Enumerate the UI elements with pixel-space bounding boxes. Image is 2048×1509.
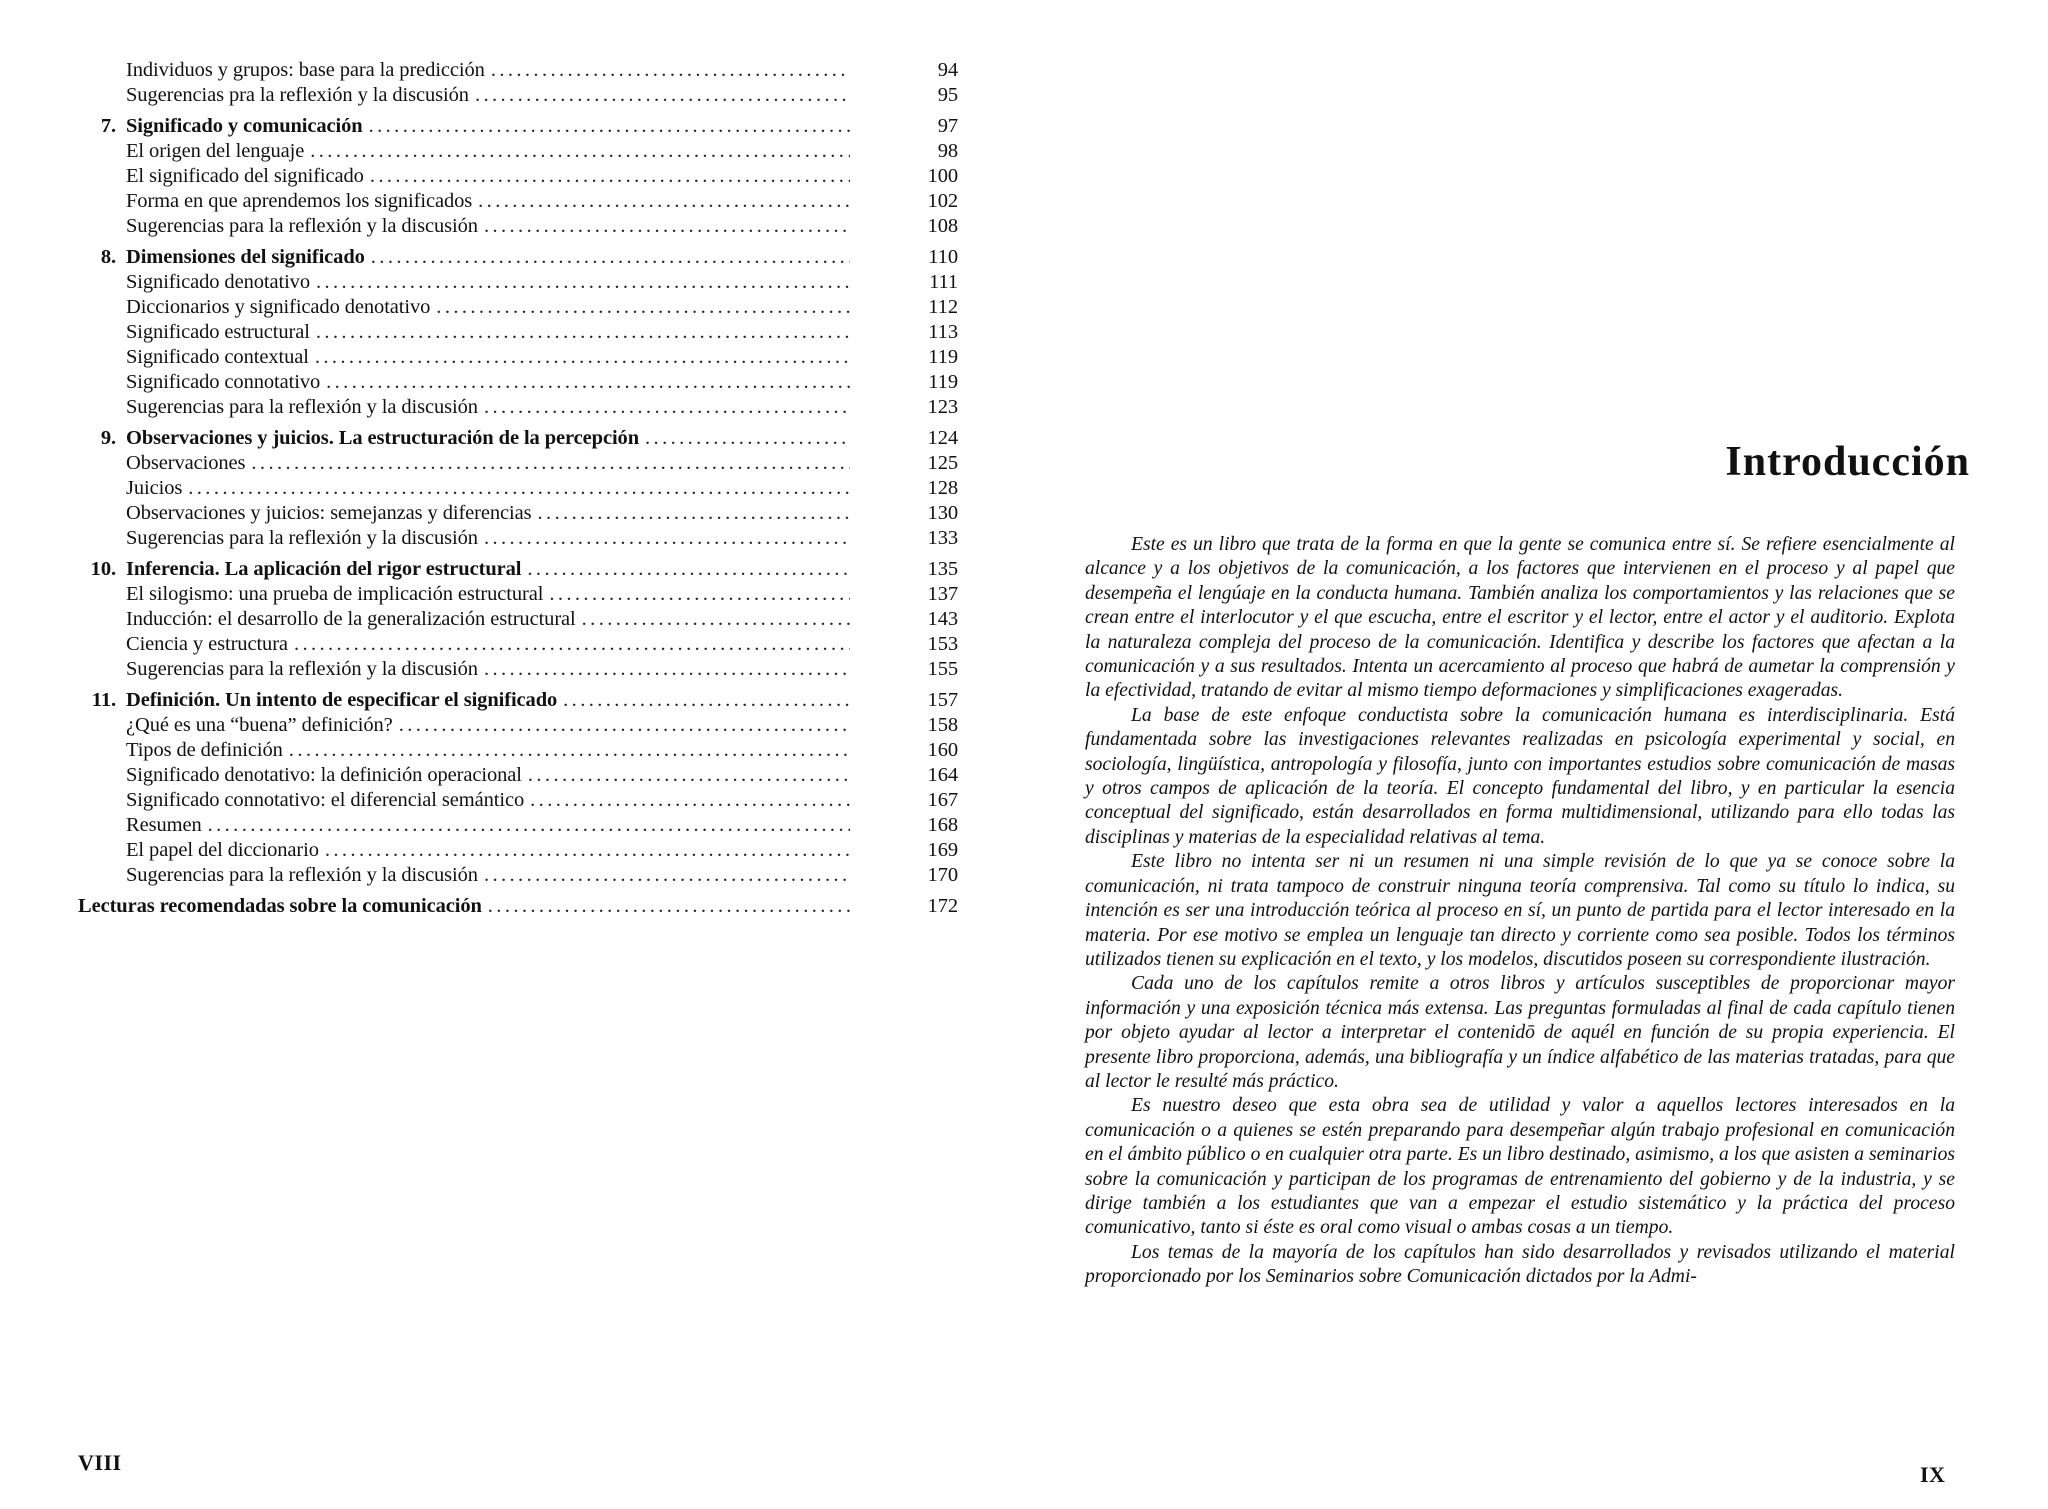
toc-page-number: 100 xyxy=(927,165,958,187)
toc-entry-row xyxy=(78,657,958,682)
toc-page-number: 170 xyxy=(927,864,958,886)
toc-entry-title: Significado y comunicación xyxy=(126,115,363,137)
toc-entry-title: ¿Qué es una “buena” definición? xyxy=(126,714,393,736)
dot-leader xyxy=(208,813,850,838)
toc-root-entry xyxy=(78,894,958,919)
dot-leader xyxy=(316,270,850,295)
toc-page-number: 135 xyxy=(927,558,958,580)
toc-entry-title: Dimensiones del significado xyxy=(126,246,365,268)
toc-entry-title: Observaciones y juicios. La estructuración de la percepción xyxy=(126,427,640,449)
toc-page-number: 160 xyxy=(927,739,958,761)
toc-entry-title: Individuos y grupos: base para la predicción xyxy=(126,59,485,81)
dot-leader xyxy=(478,189,850,214)
toc-entry-row xyxy=(78,738,958,763)
dot-leader xyxy=(251,451,850,476)
dot-leader xyxy=(369,114,850,139)
dot-leader xyxy=(549,582,850,607)
toc-page-number: 125 xyxy=(927,452,958,474)
toc-page-number: 102 xyxy=(927,190,958,212)
toc-page-number: 167 xyxy=(927,789,958,811)
toc-entry-title: Significado contextual xyxy=(126,346,309,368)
toc-entry-row xyxy=(78,270,958,295)
dot-leader xyxy=(528,763,850,788)
dot-leader xyxy=(484,526,850,551)
dot-leader xyxy=(538,501,850,526)
toc-entry-row xyxy=(78,451,958,476)
toc-page-number: 124 xyxy=(927,427,958,449)
toc-page-number: 143 xyxy=(927,608,958,630)
dot-leader xyxy=(645,426,850,451)
toc-chapter-row xyxy=(78,426,958,451)
dot-leader xyxy=(530,788,850,813)
toc-entry-title: Significado denotativo xyxy=(126,271,310,293)
toc-section xyxy=(78,245,958,420)
dot-leader xyxy=(484,214,850,239)
toc-chapter-row xyxy=(78,245,958,270)
toc-page-number: 119 xyxy=(928,371,958,393)
dot-leader xyxy=(475,83,850,108)
toc-entry-title: Tipos de definición xyxy=(126,739,283,761)
dot-leader xyxy=(289,738,850,763)
introduction-paragraph: La base de este enfoque conductista sobre la comunicación humana es interdisciplinaria. Está fundamentada sobre las investigaciones relevantes realizadas en psicología experimental y social, en sociología, lingüística, antropología y filosofía, junto con importantes estudios sobre comunicación de masas y otros campos de aplicación de la teoría. El concepto fundamental del libro, y en particular la esencia conceptual del significado, están desarrollados en forma multidimensional, utilizando para ello todas las disciplinas y materias de la especialidad relativas al tema. xyxy=(1085,704,1955,848)
toc-chapter-row xyxy=(78,688,958,713)
introduction-heading: Introducción xyxy=(1725,439,1970,485)
toc-page-number: 133 xyxy=(927,527,958,549)
toc-page-number: 130 xyxy=(927,502,958,524)
toc-entry-row xyxy=(78,395,958,420)
toc-entry-title: Inferencia. La aplicación del rigor estructural xyxy=(126,558,522,580)
toc-entry-title: Significado connotativo xyxy=(126,371,321,393)
toc-chapter-row xyxy=(78,114,958,139)
toc-page-number: 95 xyxy=(937,84,958,106)
toc-section xyxy=(78,58,958,108)
toc-entry-row xyxy=(78,295,958,320)
dot-leader xyxy=(294,632,850,657)
dot-leader xyxy=(325,838,850,863)
toc-entry-title: Sugerencias para la reflexión y la discusión xyxy=(126,658,478,680)
toc-page-number: 137 xyxy=(927,583,958,605)
dot-leader xyxy=(582,607,850,632)
toc-page-number: 153 xyxy=(927,633,958,655)
toc-entry-row xyxy=(78,476,958,501)
table-of-contents xyxy=(78,58,958,919)
toc-page-number: 155 xyxy=(927,658,958,680)
toc-entry-row xyxy=(78,713,958,738)
toc-entry-row xyxy=(78,788,958,813)
dot-leader xyxy=(436,295,850,320)
toc-page-number: 94 xyxy=(937,59,958,81)
toc-section xyxy=(78,426,958,551)
dot-leader xyxy=(399,713,850,738)
dot-leader xyxy=(491,58,850,83)
dot-leader xyxy=(310,139,850,164)
toc-entry-row xyxy=(78,189,958,214)
toc-entry-title: Juicios xyxy=(126,477,183,499)
toc-entry-title: Sugerencias para la reflexión y la discusión xyxy=(126,864,478,886)
toc-entry-title: Observaciones y juicios: semejanzas y diferencias xyxy=(126,502,532,524)
toc-entry-row xyxy=(78,214,958,239)
dot-leader xyxy=(188,476,850,501)
introduction-paragraph: Este es un libro que trata de la forma en que la gente se comunica entre sí. Se refiere esencialmente al alcance y a los objetivos de la comunicación, a los factores que intervienen en el proceso y al papel que desempeña el lengúaje en la conducta humana. También analiza los comportamientos y las relaciones que se crean entre el interlocutor y el que escucha, entre el escritor y el lector, entre el actor y el auditorio. Explota la naturaleza compleja del proceso de la comunicación. Identifica y describe los factores que afectan a la comunicación y a sus resultados. Intenta un acercamiento al proceso que habrá de aumetar la comprensión y la efectividad, tratando de evitar al mismo tiempo deformaciones y simplificaciones exageradas. xyxy=(1085,534,1955,702)
toc-page-number: 112 xyxy=(928,296,958,318)
toc-entry-row xyxy=(78,501,958,526)
chapter-number: 11. xyxy=(91,689,116,711)
dot-leader xyxy=(484,863,850,888)
toc-page-number: 119 xyxy=(928,346,958,368)
toc-page-number: 97 xyxy=(937,115,958,137)
toc-entry-title: Diccionarios y significado denotativo xyxy=(126,296,431,318)
page-number-left: VIII xyxy=(78,1450,122,1475)
toc-page-number: 110 xyxy=(928,246,958,268)
toc-entry-title: Observaciones xyxy=(126,452,246,474)
introduction-paragraph: Cada uno de los capítulos remite a otros libros y artículos susceptibles de proporcionar mayor información y una exposición técnica más extensa. Las preguntas formuladas al final de cada capítulo tienen por objeto ayudar al lector a interpretar el contenidō de aquél en función de su propia experiencia. El presente libro proporciona, además, una bibliografía y un índice alfabético de las materias tratadas, para que al lector le resulté más práctico. xyxy=(1085,973,1955,1092)
dot-leader xyxy=(563,688,850,713)
toc-section xyxy=(78,688,958,888)
dot-leader xyxy=(370,164,850,189)
toc-entry-title: El origen del lenguaje xyxy=(126,140,305,162)
toc-entry-row xyxy=(78,83,958,108)
introduction-paragraph: Es nuestro deseo que esta obra sea de utilidad y valor a aquellos lectores interesados en la comunicación o a quienes se estén preparando para desempeñar algún trabajo profesional en comunicación en el ámbito público o en cualquier otra parte. Es un libro destinado, asimismo, a los que asisten a seminarios sobre la comunicación y participan de los programas de entrenamiento del gobierno y de la industria, y se dirige también a los estudiantes que van a empezar el estudio sistemático y la práctica del proceso comunicativo, tanto si éste es oral como visual o ambas cosas a un tiempo. xyxy=(1085,1095,1955,1239)
introduction-body xyxy=(1085,533,1955,1290)
toc-entry-row xyxy=(78,863,958,888)
toc-page-number: 98 xyxy=(937,140,958,162)
toc-chapter-row xyxy=(78,557,958,582)
toc-entry-row xyxy=(78,345,958,370)
page-number-right: IX xyxy=(1920,1462,1946,1487)
toc-entry-row xyxy=(78,58,958,83)
toc-entry-title: Ciencia y estructura xyxy=(126,633,288,655)
dot-leader xyxy=(371,245,850,270)
toc-page-number: 128 xyxy=(927,477,958,499)
dot-leader xyxy=(326,370,850,395)
toc-page-number: 113 xyxy=(928,321,958,343)
toc-entry-title: Significado connotativo: el diferencial semántico xyxy=(126,789,525,811)
toc-entry-title: Inducción: el desarrollo de la generalización estructural xyxy=(126,608,576,630)
toc-entry-title: Significado denotativo: la definición operacional xyxy=(126,764,522,786)
toc-entry-title: Significado estructural xyxy=(126,321,310,343)
dot-leader xyxy=(316,320,850,345)
toc-entry-row xyxy=(78,370,958,395)
toc-page-number: 168 xyxy=(927,814,958,836)
toc-entry-title: Sugerencias para la reflexión y la discusión xyxy=(126,527,478,549)
toc-entry-title: Lecturas recomendadas sobre la comunicación xyxy=(78,895,482,917)
toc-entry-title: Definición. Un intento de especificar el significado xyxy=(126,689,558,711)
chapter-number: 10. xyxy=(90,558,116,580)
toc-section xyxy=(78,557,958,682)
toc-entry-title: El papel del diccionario xyxy=(126,839,319,861)
toc-page-number: 158 xyxy=(927,714,958,736)
toc-entry-title: El significado del significado xyxy=(126,165,364,187)
toc-page-number: 169 xyxy=(927,839,958,861)
introduction-paragraph: Este libro no intenta ser ni un resumen ni una simple revisión de lo que ya se conoce sobre la comunicación, ni trata tampoco de construir ninguna teoría comprensiva. Tal como su título lo indica, su intención es ser una introducción teórica al proceso en sí, un punto de partida para el lector interesado en la materia. Por ese motivo se emplea un lenguaje tan directo y corriente como sea posible. Todos los términos utilizados tienen su explicación en el texto, y los modelos, discutidos poseen su correspondiente ilustración. xyxy=(1085,851,1955,970)
dot-leader xyxy=(527,557,850,582)
chapter-number: 9. xyxy=(100,427,116,449)
toc-entry-row xyxy=(78,763,958,788)
toc-entry-title: Sugerencias pra la reflexión y la discusión xyxy=(126,84,469,106)
toc-page-number: 123 xyxy=(927,396,958,418)
toc-entry-row xyxy=(78,582,958,607)
toc-entry-title: El silogismo: una prueba de implicación estructural xyxy=(126,583,544,605)
toc-page-number: 157 xyxy=(927,689,958,711)
toc-section xyxy=(78,114,958,239)
toc-entry-title: Sugerencias para la reflexión y la discusión xyxy=(126,215,478,237)
chapter-number: 8. xyxy=(100,246,116,268)
toc-entry-row xyxy=(78,607,958,632)
toc-entry-row xyxy=(78,164,958,189)
toc-page-number: 172 xyxy=(927,895,958,917)
toc-entry-title: Resumen xyxy=(126,814,202,836)
dot-leader xyxy=(484,657,850,682)
toc-page-number: 111 xyxy=(929,271,958,293)
toc-entry-row xyxy=(78,139,958,164)
dot-leader xyxy=(484,395,850,420)
toc-entry-row xyxy=(78,838,958,863)
chapter-number: 7. xyxy=(100,115,116,137)
toc-page-number: 108 xyxy=(927,215,958,237)
toc-entry-row xyxy=(78,320,958,345)
introduction-paragraph: Los temas de la mayoría de los capítulos han sido desarrollados y revisados utilizando el material proporcionado por los Seminarios sobre Comunicación dictados por la Admi- xyxy=(1085,1241,1955,1288)
dot-leader xyxy=(315,345,850,370)
toc-entry-title: Forma en que aprendemos los significados xyxy=(126,190,473,212)
toc-entry-row xyxy=(78,632,958,657)
dot-leader xyxy=(488,894,850,919)
toc-entry-row xyxy=(78,813,958,838)
toc-page-number: 164 xyxy=(927,764,958,786)
toc-entry-row xyxy=(78,526,958,551)
toc-entry-title: Sugerencias para la reflexión y la discusión xyxy=(126,396,478,418)
